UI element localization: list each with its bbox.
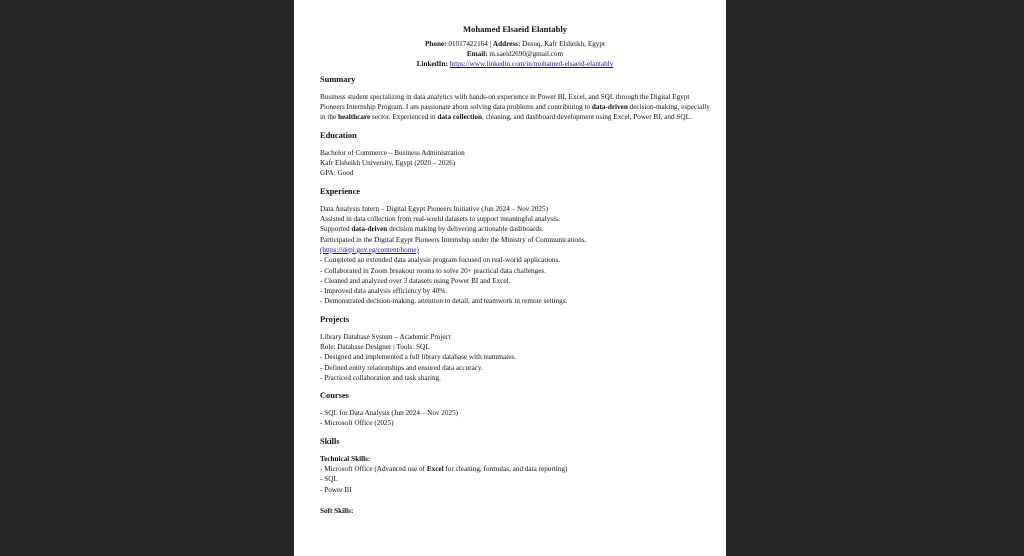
projects-heading: Projects — [320, 314, 350, 324]
experience-heading: Experience — [320, 186, 361, 196]
email-label: Email: — [466, 50, 488, 59]
skill-line — [320, 464, 710, 474]
education-section — [320, 148, 710, 179]
experience-section — [320, 204, 710, 307]
experience-bullet: - Collaborated in Zoom breakout rooms to solve 20+ practical data challenges. — [320, 266, 546, 275]
address-value: Desuq, Kafr Elsheikh, Egypt — [522, 40, 605, 48]
phone-value: 01017422164 — [448, 40, 488, 48]
education-heading: Education — [320, 130, 357, 140]
resume-content — [320, 22, 710, 523]
project-line: - Designed and implemented a full library database with teammates. — [320, 353, 516, 362]
contact-line-email — [320, 49, 710, 59]
courses-section — [320, 408, 710, 429]
contact-line-linkedin — [320, 59, 710, 69]
experience-bold: data-driven — [351, 225, 388, 234]
soft-skills-label: Soft Skills: — [320, 506, 354, 515]
email-value: m.saeid2690@gmail.com — [489, 50, 564, 59]
experience-role: Data Analysis Intern – Digital Egypt Pioneers Initiative (Jun 2024 – Nov 2025) — [320, 204, 548, 213]
skills-section — [320, 454, 710, 516]
linkedin-label: LinkedIn: — [416, 60, 448, 69]
skill-bold: Excel — [426, 465, 444, 474]
education-line: GPA: Good — [320, 169, 354, 178]
document-page — [294, 0, 726, 556]
course-line: - Microsoft Office (2025) — [320, 419, 394, 428]
experience-bullet: - Improved data analysis efficiency by 40%. — [320, 287, 448, 296]
experience-line — [320, 224, 710, 234]
education-line: Bachelor of Commerce – Business Administration — [320, 148, 465, 157]
projects-section — [320, 332, 710, 383]
address-label: Address: — [492, 40, 521, 48]
experience-line: Participated in the Digital Egypt Pioneers Internship under the Ministry of Communications. — [320, 235, 587, 244]
experience-text: Supported — [320, 225, 352, 234]
skills-heading: Skills — [320, 436, 340, 446]
summary-bold: data-driven — [591, 103, 628, 112]
skill-line: - Power BI — [320, 485, 352, 494]
project-line: Library Database System – Academic Project — [320, 332, 451, 341]
experience-bullet: - Demonstrated decision-making, attention to detail, and teamwork in remote settings. — [320, 297, 568, 306]
course-line: - SQL for Data Analysis (Jun 2024 – Nov 2025) — [320, 409, 459, 418]
summary-text: , cleaning, and dashboard development using Excel, Power BI, and SQL. — [481, 113, 692, 122]
summary-text: Business student specializing in data analytics with hands-on experience in Power BI, Excel, and SQL through the Digital Egypt Pioneers Internship Program. I am passionate about solving data problems and contributing to — [320, 92, 690, 112]
skill-text: for cleaning, formulas, and data reporting) — [443, 465, 568, 474]
summary-text: decision-making, especially in the — [320, 103, 710, 122]
project-line: - Defined entity relationships and ensured data accuracy. — [320, 363, 483, 372]
linkedin-link[interactable]: https://www.linkedin.com/in/mohamed-elsaeid-elantably — [449, 60, 614, 69]
technical-skills-label: Technical Skills: — [320, 454, 371, 463]
skill-line: - SQL — [320, 475, 338, 484]
summary-bold: healthcare — [337, 113, 371, 122]
education-line: Kafr Elsheikh University, Egypt (2020 – 2026) — [320, 159, 456, 168]
summary-bold: data collection — [437, 113, 482, 122]
courses-heading: Courses — [320, 391, 349, 401]
experience-bullet: - Cleaned and analyzed over 3 datasets using Power BI and Excel. — [320, 276, 511, 285]
contact-line-phone-address: Phone: 01017422164 | Address: Desuq, Kafr Elsheikh, Egypt — [424, 40, 605, 48]
phone-label: Phone: — [424, 40, 447, 48]
summary-paragraph — [320, 92, 710, 123]
experience-line: Assisted in data collection from real-world datasets to support meaningful analysis. — [320, 215, 560, 224]
experience-text: decision making by delivering actionable dashboards. — [387, 225, 544, 234]
project-line: Role: Database Designer | Tools: SQL — [320, 342, 430, 351]
summary-text: sector. Experienced in — [370, 113, 438, 122]
depi-link[interactable]: (https://depi.gov.eg/content/home) — [320, 245, 419, 254]
experience-bullet: - Completed an extended data analysis program focused on real-world applications. — [320, 256, 561, 265]
candidate-name: Mohamed Elsaeid Elantably — [462, 24, 568, 34]
project-line: - Practiced collaboration and task sharing. — [320, 373, 441, 382]
skill-text: - Microsoft Office (Advanced use of — [320, 465, 427, 474]
summary-heading: Summary — [320, 74, 356, 84]
